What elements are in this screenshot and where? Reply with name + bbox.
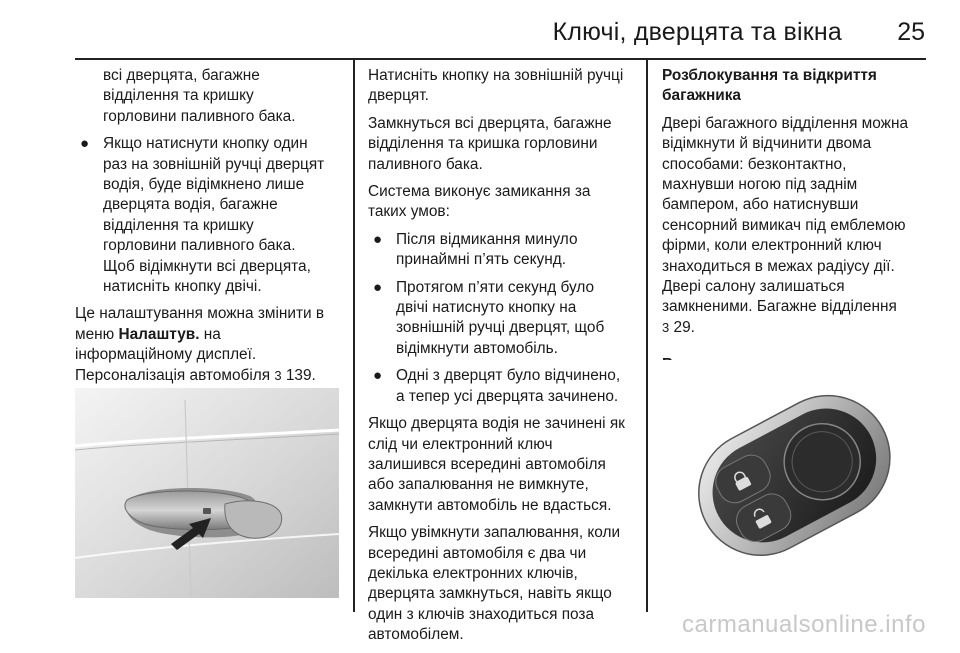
paragraph: Натисніть кнопку на зовнішній ручці дверцят. (368, 67, 624, 105)
bullet-dot-icon: ● (80, 135, 90, 153)
text-line: Щоб відімкнути всі дверцята, (103, 257, 311, 275)
text-line: а тепер усі дверцята зачинено. (396, 387, 619, 405)
text-line: дверцята водія, багажне (103, 196, 278, 214)
text-line: Одні з дверцят було відчинено, (396, 367, 621, 385)
text-line: Якщо натиснути кнопку один (103, 135, 308, 153)
watermark-text: carmanualsonline.info (682, 611, 926, 638)
column-3 (662, 66, 932, 403)
bullet-item (368, 230, 638, 271)
page-ref-link[interactable]: 29. (673, 318, 695, 336)
page-ref-link[interactable]: 139. (285, 366, 316, 384)
electronic-key-image (662, 360, 926, 598)
text-line: принаймні п’ять секунд. (396, 251, 566, 269)
bullet-item (368, 278, 638, 360)
chapter-title: Ключі, дверцята та вікна (552, 18, 842, 46)
text-line: горловини паливного бака. (103, 107, 296, 125)
column-divider-2 (646, 60, 648, 612)
page-number: 25 (897, 18, 925, 46)
door-handle-image (75, 388, 339, 598)
page-ref-icon: 3 (274, 367, 282, 383)
section-heading-unlock-tailgate: Розблокування та відкриття багажника (662, 67, 877, 105)
paragraph: Система виконує замикання за таких умов: (368, 183, 591, 221)
continued-bullet-text (75, 66, 347, 127)
text-line: Протягом п’яти секунд було (396, 278, 595, 296)
settings-menu-name: Налаштув. (118, 325, 200, 343)
text-line: раз на зовнішній ручці дверцят (103, 155, 325, 173)
text-line: двічі натиснуто кнопку на (396, 299, 577, 317)
bullet-dot-icon: ● (373, 278, 383, 296)
paragraph: Замкнуться всі дверцята, багажне відділення та кришка горловини паливного бака. (368, 114, 612, 173)
text-line: всі дверцята, багажне (103, 67, 260, 84)
page-header (0, 0, 960, 58)
settings-paragraph: Це налаштування можна змінити в меню Налаштув. на інформаційному дисплеї. Персоналізація автомобіля 3 139. (75, 305, 325, 384)
bullet-item (368, 366, 638, 407)
paragraph: Якщо увімкнути запалювання, коли всередині автомобіля є два чи декілька електронних ключів, дверцята замкнуться, навіть якщо один з ключів знаходиться поза автомобілем. (368, 524, 621, 644)
bullet-dot-icon: ● (373, 230, 383, 248)
bullet-item (75, 134, 347, 297)
text-line: зовнішній ручці дверцят, щоб (396, 319, 605, 337)
column-divider-1 (353, 60, 355, 612)
bullet-dot-icon: ● (373, 367, 383, 385)
text-line: відділення та кришку (103, 87, 254, 105)
paragraph: Якщо дверцята водія не зачинені як слід чи електронний ключ залишився всередині автомобіля або запалювання не вимкнуте, замкнути автомобіль не вдасться. (368, 415, 625, 514)
text-line: відімкнути автомобіль. (396, 339, 558, 357)
electronic-key-illustration (662, 360, 926, 598)
paragraph: Двері багажного відділення можна відімкнути й відчинити двома способами: безконтактно, махнувши ногою під заднім бампером, або натиснувши сенсорний вимикач під емблемою фірми, коли електронний ключ знаходиться в межах радіусу дії. Двері салону залишаться замкненими. Багажне відділення 3 29. (662, 114, 909, 336)
text-line: натисніть кнопку двічі. (103, 278, 262, 296)
text-line: Після відмикання минуло (396, 230, 578, 248)
text-line: відділення та кришку (103, 216, 254, 234)
column-1 (75, 66, 347, 431)
page-ref-icon: 3 (662, 319, 670, 335)
door-handle-illustration (75, 388, 339, 598)
text-line: горловини паливного бака. (103, 237, 296, 255)
text-line: водія, буде відімкнено лише (103, 176, 305, 194)
column-2 (368, 66, 638, 653)
header-rule (75, 58, 926, 60)
